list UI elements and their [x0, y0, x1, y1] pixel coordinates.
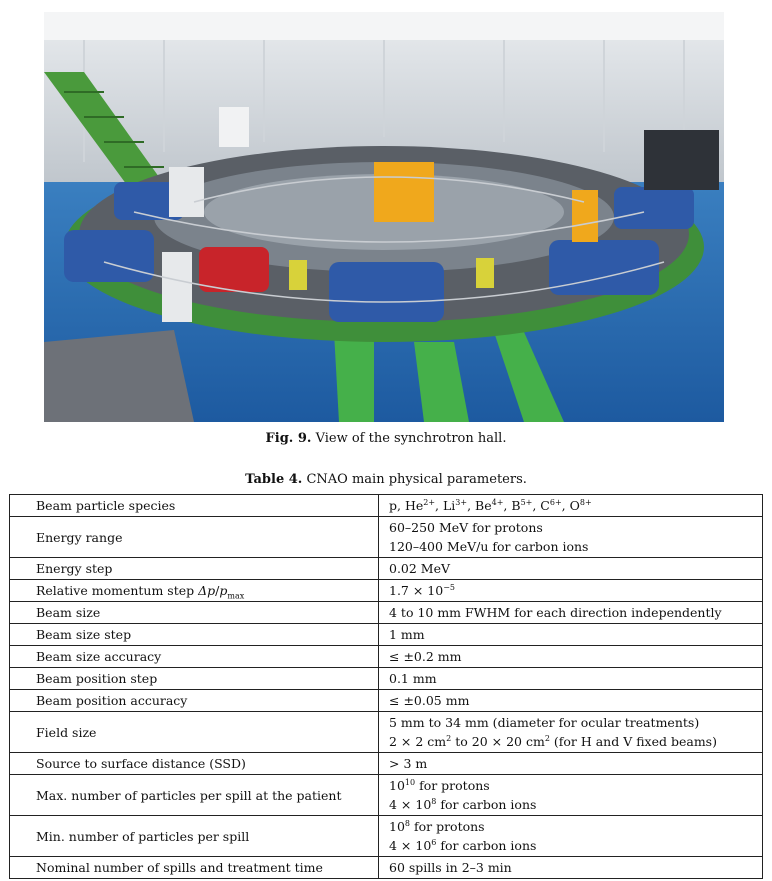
parameter-name: Source to surface distance (SSD): [10, 753, 379, 775]
figure-label: Fig. 9.: [265, 431, 312, 446]
figure-caption: [0, 431, 772, 446]
parameter-name: Energy range: [10, 517, 379, 558]
table-row: [10, 668, 763, 690]
parameter-name: Nominal number of spills and treatment time: [10, 857, 379, 879]
parameter-value: [379, 495, 763, 517]
parameter-value-line: 0.02 MeV: [389, 561, 451, 576]
parameter-value: [379, 517, 763, 558]
parameter-value: [379, 602, 763, 624]
table-row: [10, 624, 763, 646]
parameter-value: [379, 668, 763, 690]
parameter-value: [379, 624, 763, 646]
parameter-name: Beam size accuracy: [10, 646, 379, 668]
table-label: Table 4.: [245, 472, 303, 487]
parameter-value-line: ≤ ±0.2 mm: [389, 649, 462, 664]
table-row: [10, 558, 763, 580]
parameter-value-line: $4 \times 10^8$ for carbon ions: [389, 797, 537, 812]
parameter-value-line: $10^8$ for protons: [389, 819, 485, 834]
parameter-name: Beam size step: [10, 624, 379, 646]
parameter-value-line: $4 \times 10^6$ for carbon ions: [389, 838, 537, 853]
parameter-value-line: $10^{10}$ for protons: [389, 778, 490, 793]
parameter-value-line: 0.1 mm: [389, 671, 437, 686]
table-row: [10, 580, 763, 602]
parameter-value: [379, 712, 763, 753]
table-row: [10, 816, 763, 857]
parameter-value-line: p, $He^{2+}$, $Li^{3+}$, $Be^{4+}$, $B^{5+}$, $C^{6+}$, $O^{8+}$: [389, 498, 592, 513]
parameter-value: [379, 558, 763, 580]
parameter-name: Beam position step: [10, 668, 379, 690]
parameter-value-line: 1 mm: [389, 627, 425, 642]
parameter-value: [379, 753, 763, 775]
parameter-value-line: 2 × 2 $cm^2$ to 20 × 20 $cm^2$ (for H and V fixed beams): [389, 734, 717, 749]
parameter-value-line: 5 mm to 34 mm (diameter for ocular treatments): [389, 715, 700, 730]
parameter-name: Energy step: [10, 558, 379, 580]
parameter-value: [379, 690, 763, 712]
synchrotron-hall-photo: [44, 12, 724, 422]
parameter-value: [379, 580, 763, 602]
parameter-value-line: > 3 m: [389, 756, 428, 771]
parameter-name: Min. number of particles per spill: [10, 816, 379, 857]
parameter-value: [379, 816, 763, 857]
table-caption: [0, 472, 772, 487]
parameter-name: Beam size: [10, 602, 379, 624]
table-row: [10, 712, 763, 753]
table-row: [10, 775, 763, 816]
synchrotron-illustration: [44, 12, 724, 422]
parameter-value-line: 60 spills in 2–3 min: [389, 860, 512, 875]
parameter-value-line: 4 to 10 mm FWHM for each direction independently: [389, 605, 722, 620]
table-row: [10, 857, 763, 879]
parameter-name: Max. number of particles per spill at the patient: [10, 775, 379, 816]
parameter-value-line: 60–250 MeV for protons: [389, 520, 543, 535]
table-caption-text: CNAO main physical parameters.: [306, 472, 527, 487]
parameter-value-line: $1.7 \times 10^{-5}$: [389, 583, 456, 598]
parameter-name: Beam position accuracy: [10, 690, 379, 712]
parameter-value-line: ≤ ±0.05 mm: [389, 693, 470, 708]
parameters-table: [9, 494, 763, 879]
table-row: [10, 646, 763, 668]
parameter-name: Beam particle species: [10, 495, 379, 517]
parameter-name: Field size: [10, 712, 379, 753]
table-row: [10, 753, 763, 775]
table-row: [10, 602, 763, 624]
parameter-value: [379, 857, 763, 879]
parameter-name: Relative momentum step $\Delta p/p_{max}$: [10, 580, 379, 602]
parameter-value: [379, 775, 763, 816]
table-row: [10, 495, 763, 517]
table-row: [10, 690, 763, 712]
figure-caption-text: View of the synchrotron hall.: [315, 431, 507, 446]
table-row: [10, 517, 763, 558]
parameter-value-line: 120–400 MeV/u for carbon ions: [389, 539, 589, 554]
parameter-value: [379, 646, 763, 668]
